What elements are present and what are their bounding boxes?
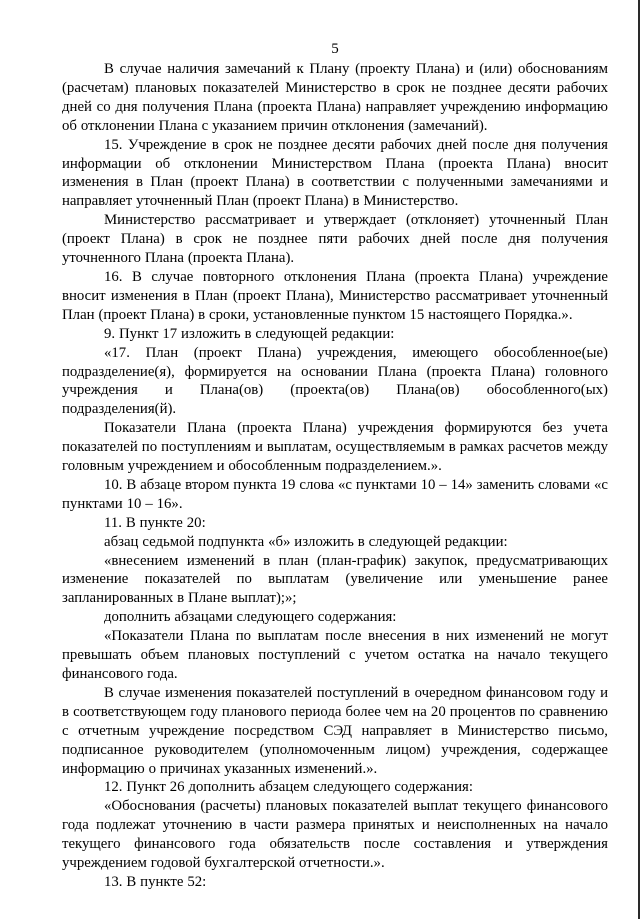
paragraph-amendment-11: 11. В пункте 20: bbox=[104, 514, 206, 531]
paragraph-item-16: 16. В случае повторного отклонения Плана (проекта Плана) учреждение вносит изменения в План (проект Плана), Министерство рассматривает уточненный План (проект Плана) в сроки, установленные пунктом 15 настоящего Порядка.». bbox=[62, 268, 608, 323]
page-number: 5 bbox=[331, 41, 339, 57]
paragraph-subitem-b: абзац седьмой подпункта «б» изложить в следующей редакции: bbox=[104, 533, 508, 550]
paragraph-amendment-9: 9. Пункт 17 изложить в следующей редакции: bbox=[104, 325, 395, 342]
paragraph-supplement: дополнить абзацами следующего содержания: bbox=[104, 609, 397, 626]
paragraph-indicators: Показатели Плана (проекта Плана) учреждения формируются без учета показателей по поступлениям и выплатам, осуществляемым в рамках расчетов между головным учреждением и обособленным подразделением.». bbox=[62, 420, 608, 475]
paragraph-amendment-13: 13. В пункте 52: bbox=[104, 873, 207, 890]
paragraph-amendment-10: 10. В абзаце втором пункта 19 слова «с пунктами 10 – 14» заменить словами «с пунктами 10 – 16». bbox=[62, 476, 608, 512]
paragraph-remarks: В случае наличия замечаний к Плану (проекту Плана) и (или) обоснованиям (расчетам) плановых показателей Министерство в срок не позднее десяти рабочих дней со дня получения Плана (проекта Плана) направляет учреждению информацию об отклонении Плана с указанием причин отклонения (замечаний). bbox=[62, 61, 608, 134]
paragraph-revenue-change: В случае изменения показателей поступлений в очередном финансовом году и в соответствующем году планового периода более чем на 20 процентов по сравнению с отчетным учреждение посредством СЭД направляет в Министерство письмо, подписанное руководителем (уполномоченным лицом) учреждения, содержащее информацию о причинах указанных изменений.». bbox=[62, 684, 608, 777]
paragraph-item-15: 15. Учреждение в срок не позднее десяти рабочих дней после дня получения информации об отклонении Министерством Плана (проекта Плана) вносит изменения в План (проект Плана) в соответствии с полученными замечаниями и направляет уточненный План (проект Плана) в Министерство. bbox=[62, 136, 608, 210]
paragraph-payments-limit: «Показатели Плана по выплатам после внесения в них изменений не могут превышать объем плановых поступлений с учетом остатка на начало текущего финансового года. bbox=[62, 628, 608, 682]
paragraph-procurement-plan: «внесением изменений в план (план-график) закупок, предусматривающих изменение показателей по выплатам (увеличение или уменьшение ранее запланированных в Плане выплат);»; bbox=[62, 552, 608, 607]
document-body bbox=[62, 60, 608, 892]
paragraph-justifications: «Обоснования (расчеты) плановых показателей выплат текущего финансового года подлежат уточнению в части размера принятых и неисполненных на начало текущего финансового года обязательств после составления и утверждения учреждением годовой бухгалтерской отчетности.». bbox=[62, 798, 608, 872]
paragraph-ministry-review: Министерство рассматривает и утверждает (отклоняет) уточненный План (проект Плана) в срок не позднее пяти рабочих дней после дня получения уточненного Плана (проекта Плана). bbox=[62, 212, 608, 267]
paragraph-amendment-12: 12. Пункт 26 дополнить абзацем следующего содержания: bbox=[104, 779, 473, 796]
paragraph-item-17: «17. План (проект Плана) учреждения, имеющего обособленное(ые) подразделение(я), формируется на основании Плана (проекта Плана) головного учреждения и Плана(ов) (проекта(ов) Плана(ов) обособленного(ых) подразделения(й). bbox=[62, 344, 608, 418]
